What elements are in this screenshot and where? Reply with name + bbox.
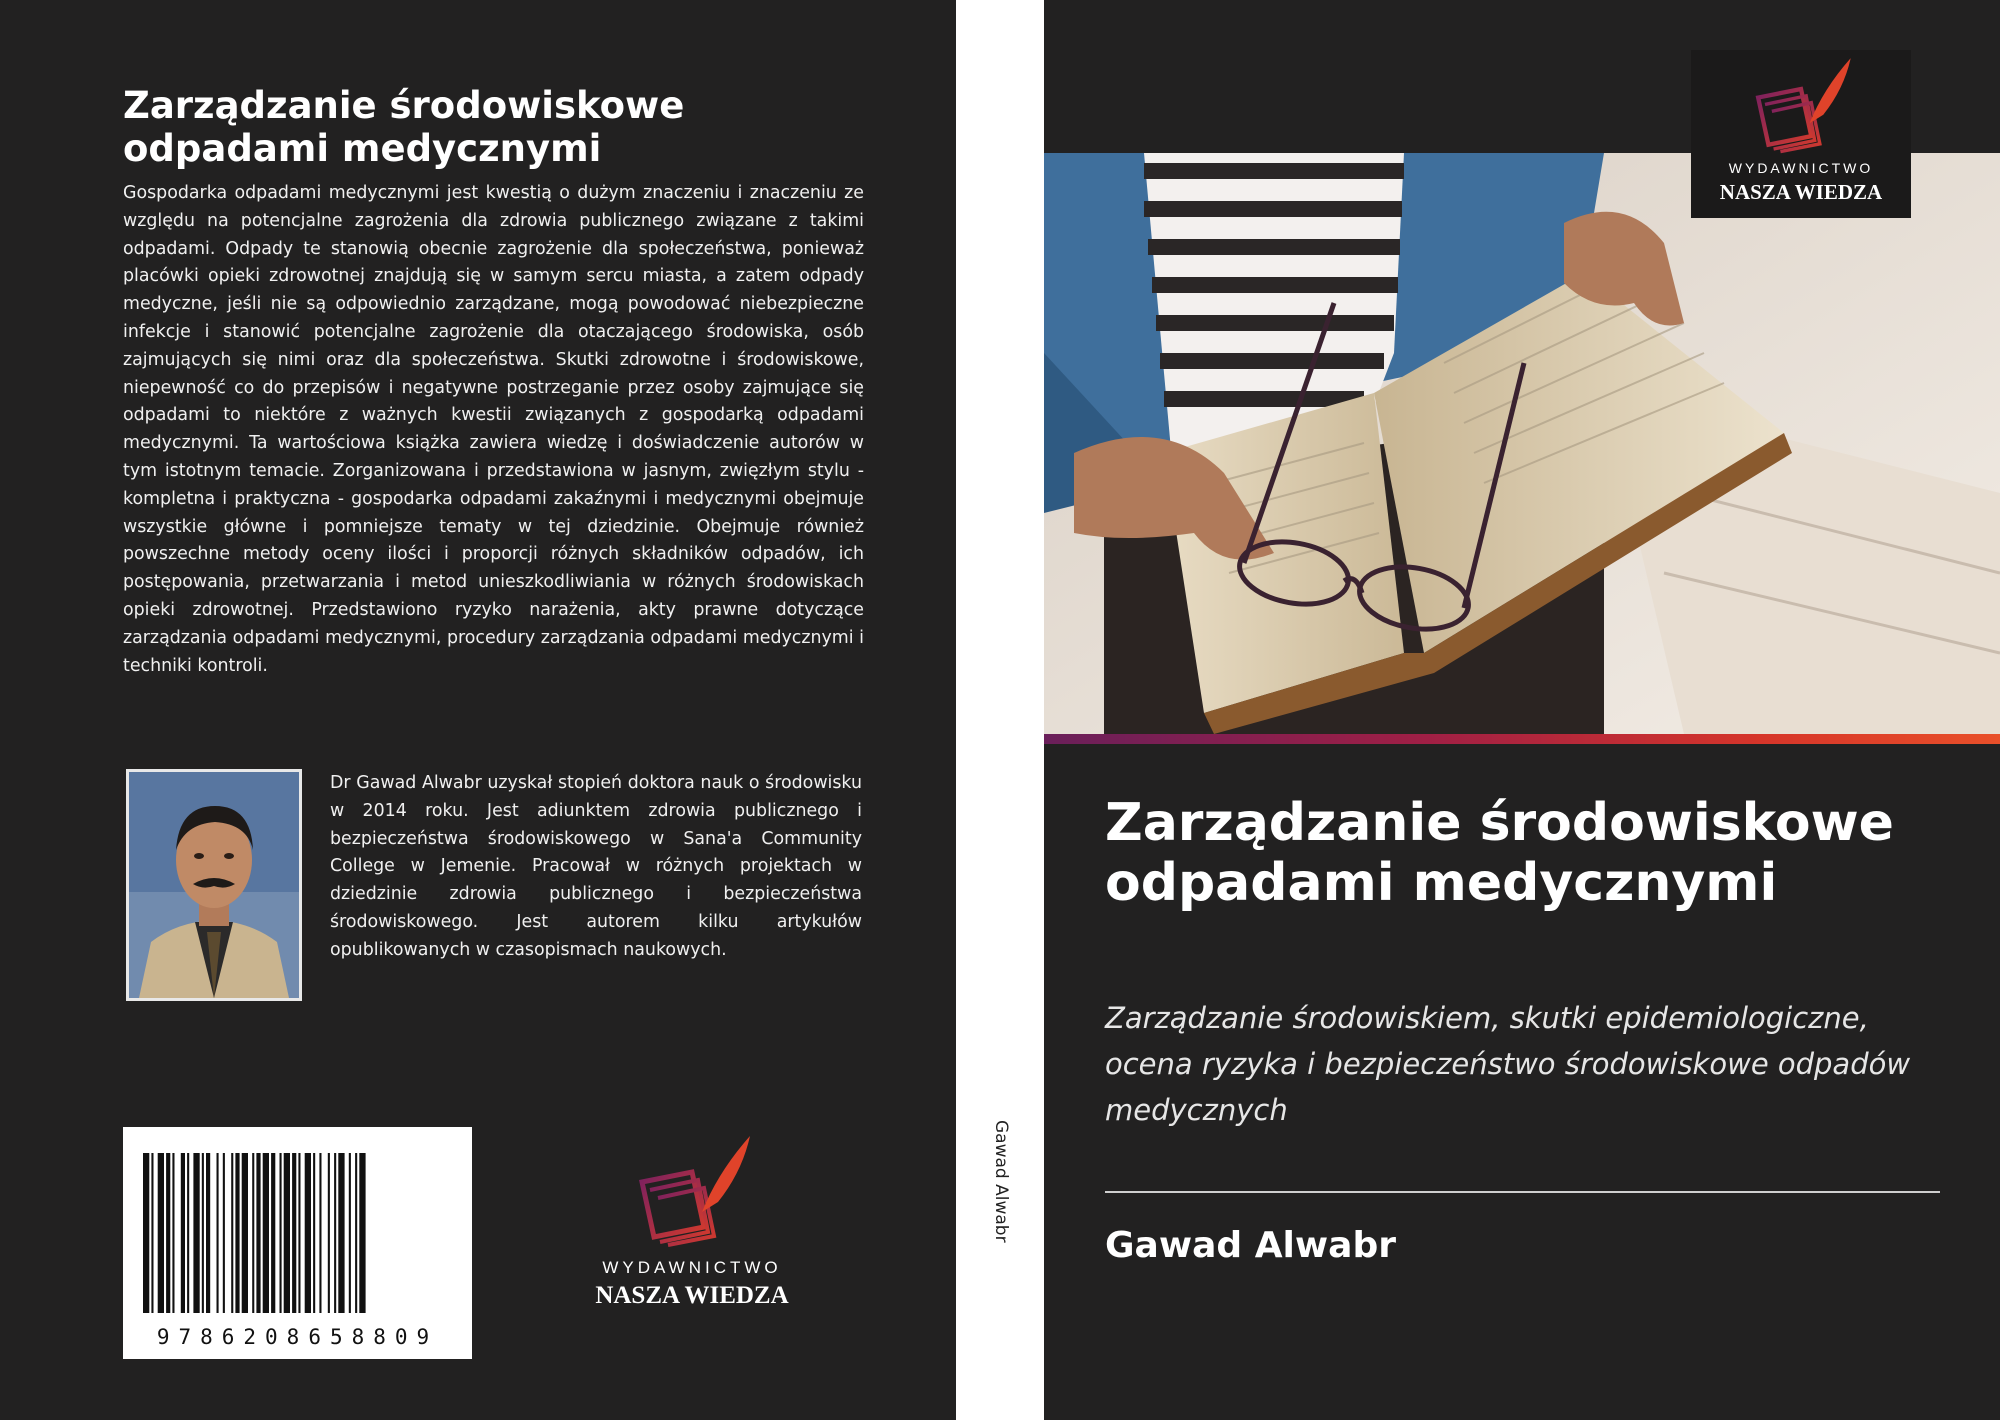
publisher-logo-back [562, 1132, 822, 1322]
accent-stripe [1044, 734, 2000, 744]
barcode-bar [271, 1153, 275, 1313]
barcode-bar [334, 1153, 336, 1313]
back-cover-title: Zarządzanie środowiskowe odpadami medycznymi [123, 84, 685, 170]
publisher-name-line1: WYDAWNICTWO [1728, 160, 1874, 176]
barcode-bar [319, 1153, 321, 1313]
front-cover-title: Zarządzanie środowiskowe odpadami medycznymi [1105, 793, 1894, 913]
cover-photo [1044, 153, 2000, 734]
barcode-bar [143, 1153, 149, 1313]
barcode-bar [298, 1153, 300, 1313]
barcode-bar [151, 1153, 153, 1313]
barcode-bar [256, 1153, 260, 1313]
barcode-bar [181, 1153, 185, 1313]
barcode-bar [217, 1153, 219, 1313]
author-portrait-image [129, 772, 299, 998]
barcode-bar [158, 1153, 164, 1313]
barcode-bar [193, 1153, 199, 1313]
book-quill-icon [622, 1132, 762, 1247]
isbn-barcode [123, 1127, 472, 1359]
front-cover-subtitle: Zarządzanie środowiskiem, skutki epidemiologiczne, ocena ryzyka i bezpieczeństwo środowiskowe odpadów medycznych [1105, 1001, 1911, 1127]
barcode-bar [305, 1153, 311, 1313]
barcode-bar [263, 1153, 269, 1313]
spine-author: Gawad Alwabr [991, 1120, 1011, 1243]
barcode-bar [284, 1153, 290, 1313]
author-photo [126, 769, 302, 1001]
barcode-bar [355, 1153, 357, 1313]
publisher-name-line1: WYDAWNICTWO [602, 1258, 782, 1277]
barcode-bar [187, 1153, 189, 1313]
divider-line [1105, 1191, 1940, 1193]
barcode-bar [280, 1153, 282, 1313]
barcode-bar [252, 1153, 254, 1313]
front-cover-author: Gawad Alwabr [1105, 1225, 1396, 1266]
barcode-bar [172, 1153, 174, 1313]
barcode-bar [202, 1153, 204, 1313]
author-bio: Dr Gawad Alwabr uzyskał stopień doktora nauk o środowisku w 2014 roku. Jest adiunktem zdrowia publicznego i bezpieczeństwa środowiskowego w Sana'a Community College w Jemenie. Pracował w różnych projektach w dziedzinie zdrowia publicznego i bezpieczeństwa środowiskowego. Jest autorem kilku artykułów opublikowanych w czasopismach naukowych. [330, 773, 862, 960]
barcode-bar [223, 1153, 225, 1313]
barcode-bar [242, 1153, 248, 1313]
barcode-bar [206, 1153, 210, 1313]
barcode-bar [338, 1153, 344, 1313]
publisher-logo-front [1691, 50, 1911, 218]
publisher-name-line2: NASZA WIEDZA [595, 1282, 789, 1309]
publisher-name-line2: NASZA WIEDZA [1719, 180, 1883, 204]
cover-photo-image [1044, 153, 2000, 734]
barcode-bars [123, 1127, 472, 1327]
barcode-bar [359, 1153, 365, 1313]
barcode-bar [349, 1153, 351, 1313]
barcode-bar [166, 1153, 170, 1313]
barcode-bar [328, 1153, 330, 1313]
book-quill-icon [1741, 54, 1861, 154]
barcode-bar [235, 1153, 239, 1313]
barcode-bar [292, 1153, 296, 1313]
barcode-digits: 9786208658809 [156, 1325, 439, 1349]
barcode-bar [231, 1153, 233, 1313]
back-cover-description: Gospodarka odpadami medycznymi jest kwestią o dużym znaczeniu i znaczeniu ze względu na potencjalne zagrożenia dla zdrowia publicznego związane z takimi odpadami. Odpady te stanowią obecnie zagrożenie dla społeczeństwa, ponieważ placówki opieki zdrowotnej znajdują się w samym sercu miasta, a zatem odpady medyczne, jeśli nie są odpowiednio zarządzane, mogą powodować niebezpieczne infekcje i stanowić potencjalne zagrożenie dla otaczającego środowiska, osób zajmujących się nimi oraz dla społeczeństwa. Skutki zdrowotne i środowiskowe, niepewność co do przepisów i negatywne postrzeganie przez osoby zajmujące się odpadami to niektóre z ważnych kwestii związanych z gospodarką odpadami medycznymi. Ta wartościowa książka zawiera wiedzę i doświadczenie autorów w tym istotnym temacie. Zorganizowana i przedstawiona w jasnym, zwięzłym stylu - kompletna i praktyczna - gospodarka odpadami zakaźnymi i medycznymi obejmuje wszystkie główne i pomniejsze tematy w tej dziedzinie. Obejmuje również powszechne metody oceny ilości i proporcji różnych składników odpadów, ich postępowania, przetwarzania i metod unieszkodliwiania w różnych środowiskach opieki zdrowotnej. Przedstawiono ryzyko narażenia, akty prawne dotyczące zarządzania odpadami medycznymi, procedury zarządzania odpadami medycznymi i techniki kontroli. [123, 183, 864, 676]
barcode-bar [313, 1153, 315, 1313]
